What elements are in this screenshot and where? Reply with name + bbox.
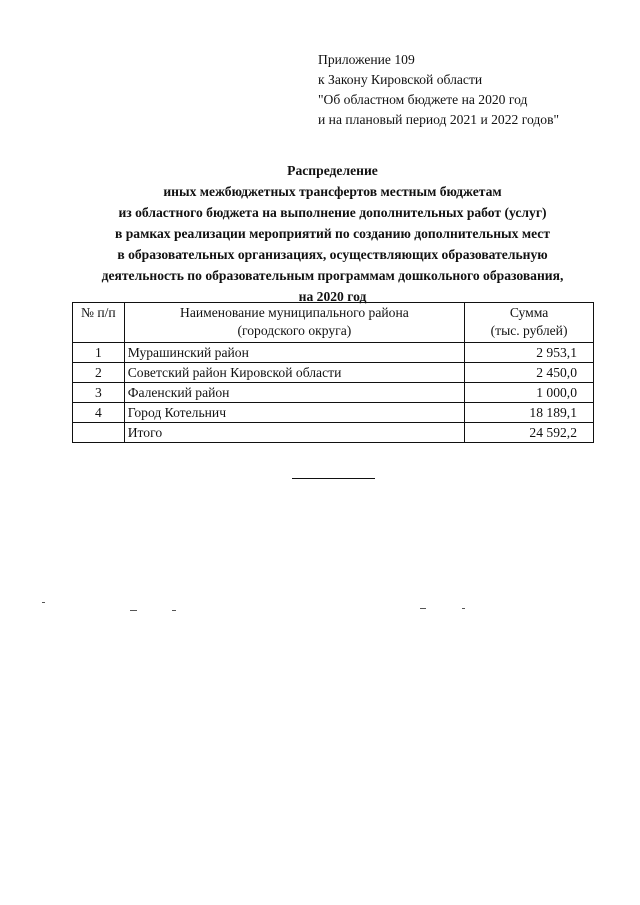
annex-block <box>318 50 559 130</box>
transfers-table <box>72 302 594 443</box>
title-line-6: деятельность по образовательным программам дошкольного образования, <box>101 268 564 283</box>
row-sum: 18 189,1 <box>465 403 594 423</box>
scan-speck <box>42 602 45 603</box>
row-num: 1 <box>73 343 125 363</box>
row-name: Город Котельнич <box>124 403 464 423</box>
annex-line-3: "Об областном бюджете на 2020 год <box>318 92 528 107</box>
table-row <box>73 403 594 423</box>
total-sum: 24 592,2 <box>465 423 594 443</box>
scan-speck <box>462 608 465 609</box>
annex-line-4: и на плановый период 2021 и 2022 годов" <box>318 112 560 127</box>
table-header-row <box>73 303 594 343</box>
row-num: 4 <box>73 403 125 423</box>
row-num: 2 <box>73 363 125 383</box>
row-name: Фаленский район <box>124 383 464 403</box>
title-line-1: Распределение <box>287 163 378 178</box>
title-line-3: из областного бюджета на выполнение дополнительных работ (услуг) <box>118 205 547 220</box>
title-line-4: в рамках реализации мероприятий по созданию дополнительных мест <box>114 226 551 241</box>
header-num <box>73 303 125 343</box>
scan-speck <box>420 608 426 609</box>
table-total-row <box>73 423 594 443</box>
header-sum-line-2: (тыс. рублей) <box>490 323 568 338</box>
header-name-line-1: Наименование муниципального района <box>180 305 409 320</box>
row-name: Советский район Кировской области <box>124 363 464 383</box>
scan-speck <box>130 610 137 611</box>
row-sum: 2 450,0 <box>465 363 594 383</box>
row-sum: 2 953,1 <box>465 343 594 363</box>
total-num <box>73 423 125 443</box>
row-name: Мурашинский район <box>124 343 464 363</box>
row-num: 3 <box>73 383 125 403</box>
title-line-7: на 2020 год <box>298 289 367 304</box>
document-title <box>60 160 605 307</box>
row-sum: 1 000,0 <box>465 383 594 403</box>
header-sum <box>465 303 594 343</box>
header-name-line-2: (городского округа) <box>237 323 352 338</box>
table-row <box>73 343 594 363</box>
annex-line-1: Приложение 109 <box>318 52 415 67</box>
table-row <box>73 363 594 383</box>
total-label: Итого <box>124 423 464 443</box>
header-sum-line-1: Сумма <box>509 305 549 320</box>
scan-speck <box>172 610 176 611</box>
title-line-5: в образовательных организациях, осуществляющих образовательную <box>117 247 548 262</box>
header-num-label: № п/п <box>81 305 116 320</box>
header-name <box>124 303 464 343</box>
table-row <box>73 383 594 403</box>
end-divider <box>292 478 375 479</box>
title-line-2: иных межбюджетных трансфертов местным бюджетам <box>163 184 502 199</box>
annex-line-2: к Закону Кировской области <box>318 72 483 87</box>
